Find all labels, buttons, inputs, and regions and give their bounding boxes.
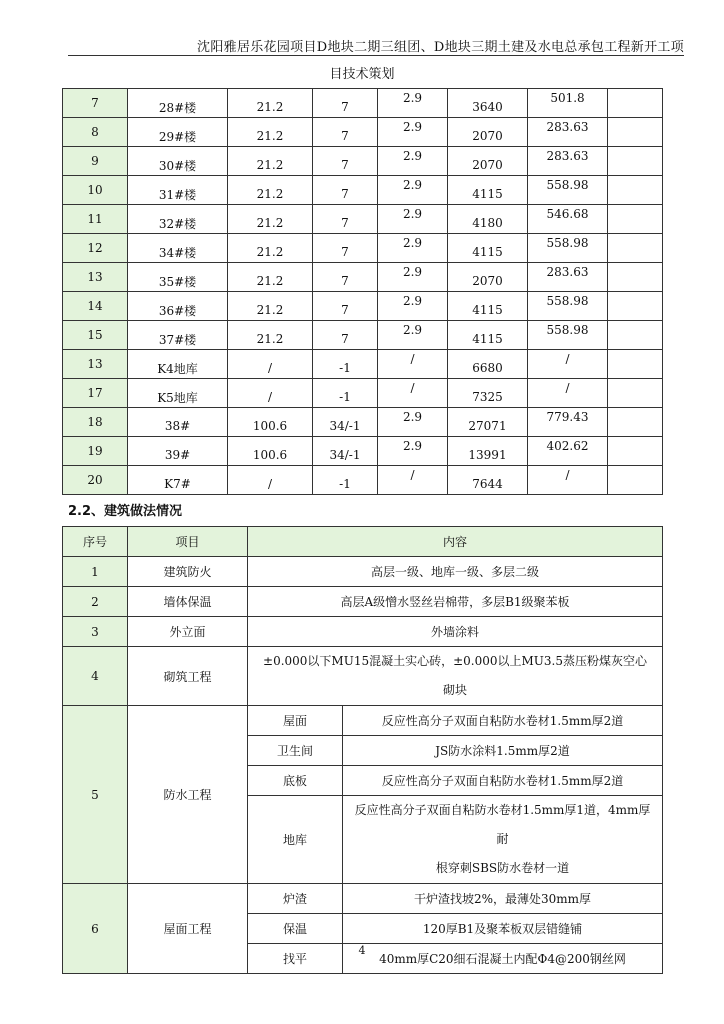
row-content-line: 根穿刺SBS防水卷材一道	[435, 861, 570, 875]
row-area	[448, 321, 528, 350]
row-no-text: 13	[87, 357, 103, 371]
row-height-text: 21.2	[256, 187, 284, 201]
row-floor-height-text: /	[410, 468, 415, 482]
row-name	[128, 350, 228, 379]
row-no	[63, 379, 128, 408]
row-extra-text: /	[565, 468, 570, 482]
row-floor-height-text: /	[410, 352, 415, 366]
row-name	[128, 147, 228, 176]
row-content-line: ±0.000以下MU15混凝土实心砖，±0.000以上MU3.5蒸压粉煤灰空心	[263, 654, 647, 668]
row-height-text: 21.2	[256, 129, 284, 143]
row-floor-height-text: 2.9	[402, 178, 423, 192]
row-extra	[528, 321, 608, 350]
row-floor-height	[378, 350, 448, 379]
row-part: 炉渣	[248, 884, 343, 914]
row-floors	[313, 263, 378, 292]
row-floor-height-text: 2.9	[402, 91, 423, 105]
row-height	[228, 263, 313, 292]
row-item: 防水工程	[128, 706, 248, 884]
table-row	[63, 408, 663, 437]
row-empty	[608, 292, 663, 321]
row-empty	[608, 118, 663, 147]
row-area	[448, 118, 528, 147]
row-no-text: 17	[87, 386, 103, 400]
row-extra	[528, 408, 608, 437]
row-name	[128, 89, 228, 118]
row-empty	[608, 350, 663, 379]
table-row	[63, 706, 663, 736]
row-height	[228, 234, 313, 263]
row-empty	[608, 89, 663, 118]
row-area	[448, 89, 528, 118]
row-floor-height	[378, 234, 448, 263]
table-header-row	[63, 527, 663, 557]
row-no	[63, 205, 128, 234]
row-extra-text: 558.98	[546, 178, 589, 192]
table-row	[63, 617, 663, 647]
row-floors	[313, 89, 378, 118]
row-floor-height-text: 2.9	[402, 265, 423, 279]
row-floors	[313, 176, 378, 205]
row-no-text: 15	[87, 328, 103, 342]
row-floors	[313, 292, 378, 321]
row-no-text: 9	[91, 154, 99, 168]
row-no	[63, 263, 128, 292]
row-part: 屋面	[248, 706, 343, 736]
row-floor-height	[378, 263, 448, 292]
row-no: 3	[63, 617, 128, 647]
row-name-text: 30#楼	[158, 158, 197, 173]
row-height	[228, 350, 313, 379]
row-height-text: 21.2	[256, 100, 284, 114]
row-floor-height-text: 2.9	[402, 149, 423, 163]
row-floor-height-text: 2.9	[402, 323, 423, 337]
row-content: 高层A级憎水竖丝岩棉带，多层B1级聚苯板	[248, 587, 663, 617]
row-item: 墙体保温	[128, 587, 248, 617]
row-floors	[313, 205, 378, 234]
row-floors-text: 34/-1	[329, 448, 361, 462]
header-no: 序号	[63, 527, 128, 557]
row-empty	[608, 147, 663, 176]
row-height-text: 21.2	[256, 303, 284, 317]
row-floor-height-text: 2.9	[402, 236, 423, 250]
row-floors-text: 7	[341, 303, 349, 317]
row-height	[228, 292, 313, 321]
row-name	[128, 234, 228, 263]
row-item: 外立面	[128, 617, 248, 647]
row-area	[448, 466, 528, 495]
row-name-text: 35#楼	[158, 274, 197, 289]
row-floor-height-text: 2.9	[402, 207, 423, 221]
row-part: 底板	[248, 766, 343, 796]
row-area-text: 2070	[472, 158, 503, 172]
row-area-text: 4115	[472, 245, 503, 259]
row-name-text: K7#	[164, 477, 191, 491]
row-extra	[528, 205, 608, 234]
header-item: 项目	[128, 527, 248, 557]
page-number: 4	[358, 944, 366, 957]
row-extra-text: 402.62	[546, 439, 589, 453]
row-height-text: 21.2	[256, 216, 284, 230]
table-row	[63, 557, 663, 587]
row-floors	[313, 118, 378, 147]
row-floor-height	[378, 292, 448, 321]
row-content: 40mm厚C20细石混凝土内配Φ4@200钢丝网	[343, 944, 663, 974]
row-floors-text: 7	[341, 129, 349, 143]
row-no-text: 18	[87, 415, 103, 429]
row-no-text: 20	[87, 473, 103, 487]
row-floor-height-text: /	[410, 381, 415, 395]
row-name	[128, 263, 228, 292]
row-extra-text: 283.63	[546, 120, 589, 134]
row-no: 6	[63, 884, 128, 974]
row-area-text: 4115	[472, 187, 503, 201]
row-empty	[608, 321, 663, 350]
row-height-text: /	[267, 477, 273, 491]
row-floor-height	[378, 147, 448, 176]
table-row	[63, 89, 663, 118]
row-area	[448, 350, 528, 379]
row-extra-text: 283.63	[546, 149, 589, 163]
row-height	[228, 205, 313, 234]
row-extra	[528, 118, 608, 147]
row-height-text: 21.2	[256, 158, 284, 172]
row-floors-text: 7	[341, 100, 349, 114]
table-row	[63, 234, 663, 263]
row-no: 1	[63, 557, 128, 587]
row-area	[448, 408, 528, 437]
row-name-text: 32#楼	[158, 216, 197, 231]
row-height	[228, 437, 313, 466]
row-content: 反应性高分子双面自粘防水卷材1.5mm厚2道	[343, 766, 663, 796]
row-height-text: 21.2	[256, 332, 284, 346]
row-part: 卫生间	[248, 736, 343, 766]
row-height-text: /	[267, 390, 273, 404]
row-extra	[528, 147, 608, 176]
row-height-text: 100.6	[252, 419, 288, 433]
row-part: 保温	[248, 914, 343, 944]
row-floors-text: 7	[341, 332, 349, 346]
header-content: 内容	[248, 527, 663, 557]
row-no	[63, 292, 128, 321]
row-floor-height	[378, 321, 448, 350]
row-area-text: 7644	[472, 477, 503, 491]
row-height	[228, 321, 313, 350]
table-row	[63, 437, 663, 466]
row-empty	[608, 176, 663, 205]
table-row	[63, 587, 663, 617]
row-floors	[313, 379, 378, 408]
row-extra	[528, 176, 608, 205]
row-name	[128, 118, 228, 147]
row-item: 砌筑工程	[128, 647, 248, 706]
row-empty	[608, 379, 663, 408]
row-name-text: K5地库	[157, 390, 198, 405]
row-name-text: 39#	[164, 448, 191, 462]
row-part: 找平	[248, 944, 343, 974]
row-floor-height-text: 2.9	[402, 294, 423, 308]
table-row	[63, 647, 663, 706]
row-area-text: 7325	[472, 390, 503, 404]
row-extra	[528, 292, 608, 321]
row-extra	[528, 234, 608, 263]
header-title-line2: 目技术策划	[329, 67, 395, 82]
row-extra-text: 779.43	[546, 410, 589, 424]
row-floors-text: -1	[339, 361, 351, 375]
row-floor-height	[378, 118, 448, 147]
row-no	[63, 118, 128, 147]
row-extra-text: 558.98	[546, 236, 589, 250]
row-empty	[608, 234, 663, 263]
row-extra	[528, 437, 608, 466]
row-no-text: 8	[91, 125, 99, 139]
row-empty	[608, 205, 663, 234]
row-area-text: 3640	[472, 100, 503, 114]
table-row	[63, 205, 663, 234]
row-height-text: /	[267, 361, 273, 375]
row-name	[128, 292, 228, 321]
row-extra-text: 283.63	[546, 265, 589, 279]
row-area-text: 6680	[472, 361, 503, 375]
row-floors	[313, 408, 378, 437]
row-content: JS防水涂料1.5mm厚2道	[343, 736, 663, 766]
table-row	[63, 263, 663, 292]
row-name	[128, 321, 228, 350]
row-no	[63, 321, 128, 350]
row-area	[448, 176, 528, 205]
table-row	[63, 350, 663, 379]
table-row	[63, 379, 663, 408]
row-area	[448, 379, 528, 408]
row-floors	[313, 466, 378, 495]
row-height	[228, 118, 313, 147]
row-area-text: 2070	[472, 129, 503, 143]
row-empty	[608, 263, 663, 292]
row-floors	[313, 437, 378, 466]
row-floor-height	[378, 466, 448, 495]
row-floor-height	[378, 408, 448, 437]
table-row	[63, 321, 663, 350]
row-name	[128, 176, 228, 205]
row-height	[228, 176, 313, 205]
row-name-text: 29#楼	[158, 129, 197, 144]
row-empty	[608, 408, 663, 437]
row-name-text: 31#楼	[158, 187, 197, 202]
row-name-text: 28#楼	[158, 100, 197, 115]
row-height	[228, 408, 313, 437]
row-height	[228, 466, 313, 495]
row-name-text: K4地库	[157, 361, 198, 376]
row-name-text: 38#	[164, 419, 191, 433]
row-content: 干炉渣找坡2%，最薄处30mm厚	[343, 884, 663, 914]
row-no: 4	[63, 647, 128, 706]
row-no-text: 7	[91, 96, 99, 110]
row-floor-height	[378, 176, 448, 205]
row-floor-height	[378, 437, 448, 466]
row-extra-text: 558.98	[546, 294, 589, 308]
row-area	[448, 437, 528, 466]
row-floor-height-text: 2.9	[402, 410, 423, 424]
row-name	[128, 466, 228, 495]
row-name	[128, 437, 228, 466]
row-name	[128, 379, 228, 408]
row-height-text: 100.6	[252, 448, 288, 462]
row-content-line: 砌块	[443, 683, 468, 697]
row-name-text: 37#楼	[158, 332, 197, 347]
row-area	[448, 263, 528, 292]
row-content	[343, 796, 663, 884]
table-row	[63, 176, 663, 205]
row-area-text: 27071	[468, 419, 507, 433]
row-no: 2	[63, 587, 128, 617]
row-area-text: 4115	[472, 303, 503, 317]
row-extra	[528, 89, 608, 118]
row-content	[248, 647, 663, 706]
row-floors-text: 34/-1	[329, 419, 361, 433]
row-area-text: 4180	[472, 216, 503, 230]
table-row	[63, 466, 663, 495]
row-floor-height	[378, 89, 448, 118]
row-part: 地库	[248, 796, 343, 884]
row-height	[228, 379, 313, 408]
row-name	[128, 408, 228, 437]
header-title-line1: 沈阳雅居乐花园项目D地块二期三组团、D地块三期土建及水电总承包工程新开工项	[197, 40, 684, 55]
row-area	[448, 205, 528, 234]
table-row	[63, 147, 663, 176]
architecture-table	[62, 526, 663, 974]
row-floor-height-text: 2.9	[402, 120, 423, 134]
row-content: 反应性高分子双面自粘防水卷材1.5mm厚2道	[343, 706, 663, 736]
row-extra-text: /	[565, 381, 570, 395]
row-no: 5	[63, 706, 128, 884]
row-no-text: 12	[87, 241, 103, 255]
row-floors-text: 7	[341, 274, 349, 288]
row-extra-text: /	[565, 352, 570, 366]
row-no	[63, 176, 128, 205]
row-no-text: 10	[87, 183, 103, 197]
row-floors-text: 7	[341, 216, 349, 230]
row-height	[228, 147, 313, 176]
row-floors	[313, 234, 378, 263]
row-extra	[528, 379, 608, 408]
table-row	[63, 292, 663, 321]
row-no	[63, 466, 128, 495]
row-extra	[528, 466, 608, 495]
row-floors-text: 7	[341, 187, 349, 201]
row-no	[63, 89, 128, 118]
row-floors-text: 7	[341, 158, 349, 172]
row-area	[448, 292, 528, 321]
row-extra	[528, 350, 608, 379]
row-floors	[313, 321, 378, 350]
row-height-text: 21.2	[256, 245, 284, 259]
row-extra	[528, 263, 608, 292]
row-extra-text: 501.8	[550, 91, 585, 105]
table-row	[63, 884, 663, 914]
row-area-text: 2070	[472, 274, 503, 288]
section-title: 2.2、建筑做法情况	[68, 504, 183, 519]
row-name	[128, 205, 228, 234]
header-rule	[68, 55, 684, 56]
row-floors-text: 7	[341, 245, 349, 259]
row-area	[448, 147, 528, 176]
row-extra-text: 546.68	[546, 207, 589, 221]
row-area-text: 13991	[468, 448, 507, 462]
table-row	[63, 118, 663, 147]
row-no	[63, 350, 128, 379]
row-floor-height	[378, 379, 448, 408]
row-no	[63, 437, 128, 466]
row-empty	[608, 437, 663, 466]
row-no-text: 14	[87, 299, 103, 313]
row-item: 屋面工程	[128, 884, 248, 974]
row-name-text: 36#楼	[158, 303, 197, 318]
row-content-line: 反应性高分子双面自粘防水卷材1.5mm厚1道，4mm厚耐	[354, 803, 651, 846]
row-floor-height	[378, 205, 448, 234]
row-no	[63, 147, 128, 176]
row-height	[228, 89, 313, 118]
row-floors-text: -1	[339, 477, 351, 491]
row-no-text: 13	[87, 270, 103, 284]
row-empty	[608, 466, 663, 495]
row-floors	[313, 147, 378, 176]
building-table-body	[63, 89, 663, 495]
row-item: 建筑防火	[128, 557, 248, 587]
row-content: 高层一级、地库一级、多层二级	[248, 557, 663, 587]
row-floors-text: -1	[339, 390, 351, 404]
row-no-text: 19	[87, 444, 103, 458]
row-floors	[313, 350, 378, 379]
row-content: 外墙涂料	[248, 617, 663, 647]
row-no	[63, 234, 128, 263]
row-no	[63, 408, 128, 437]
row-content: 120厚B1及聚苯板双层错缝铺	[343, 914, 663, 944]
row-extra-text: 558.98	[546, 323, 589, 337]
row-area-text: 4115	[472, 332, 503, 346]
row-floor-height-text: 2.9	[402, 439, 423, 453]
building-table	[62, 88, 663, 495]
row-no-text: 11	[87, 212, 103, 226]
row-name-text: 34#楼	[158, 245, 197, 260]
row-height-text: 21.2	[256, 274, 284, 288]
row-area	[448, 234, 528, 263]
